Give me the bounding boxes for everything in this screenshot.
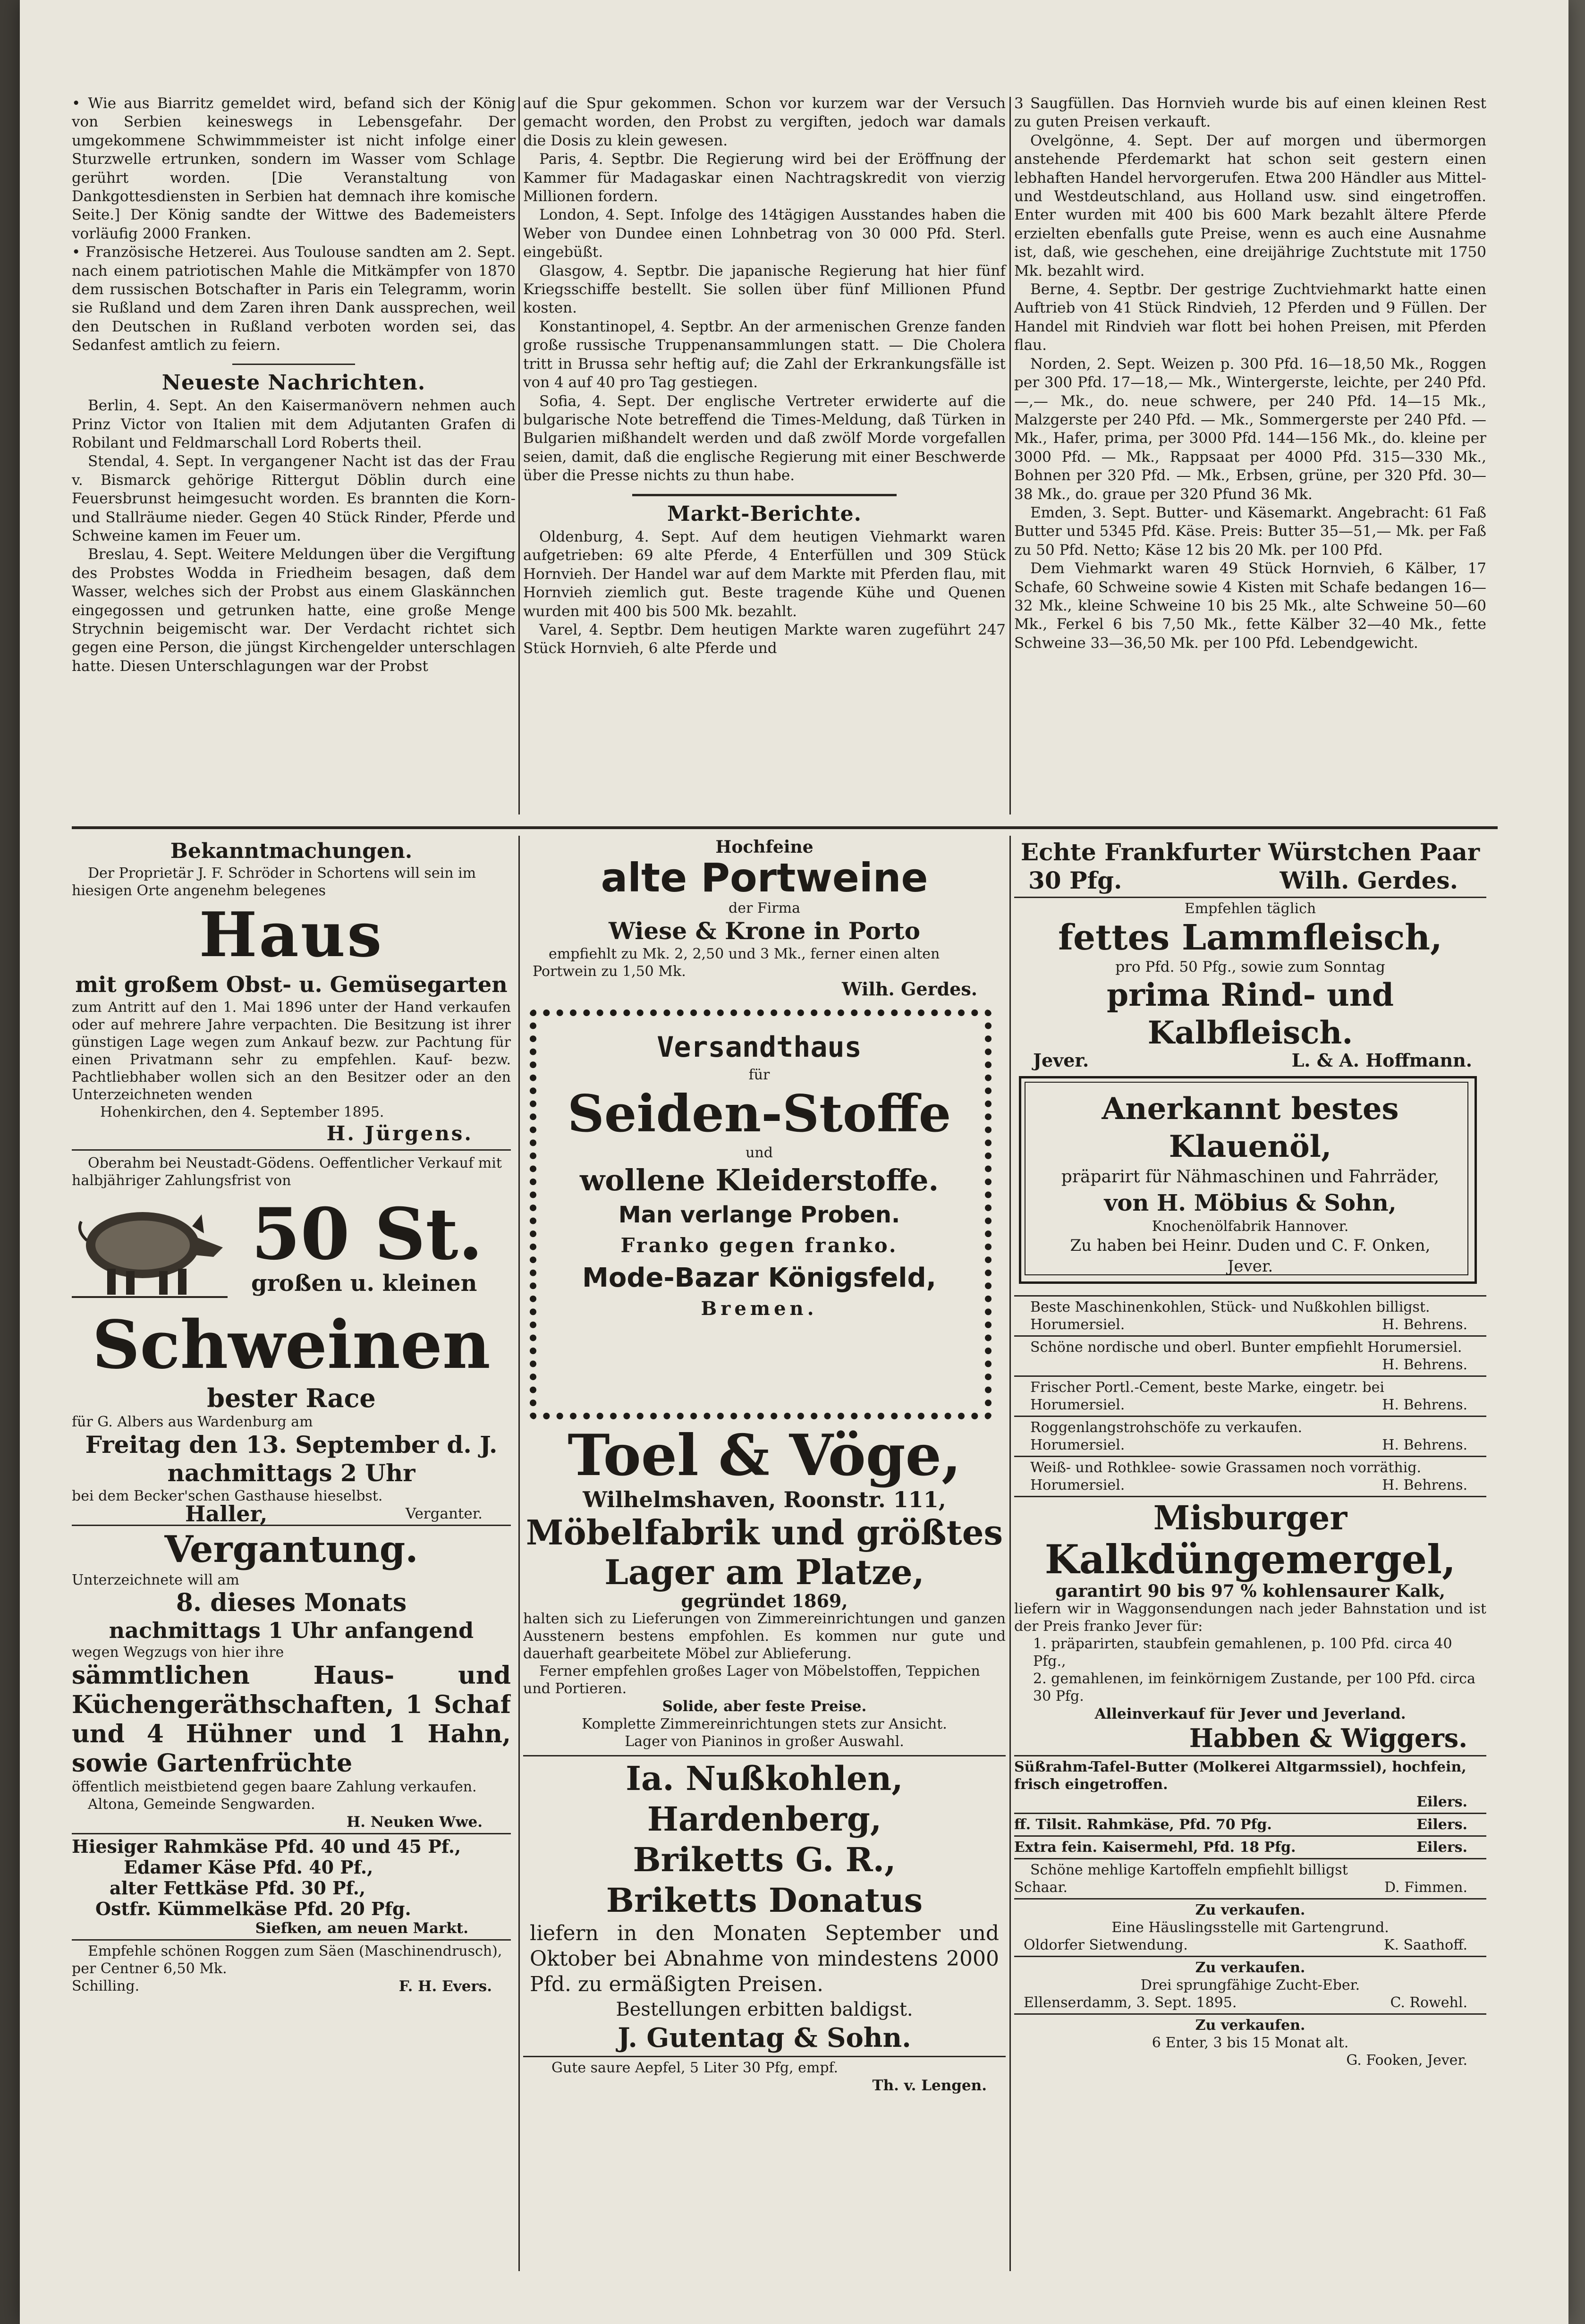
wiese-krone: Wiese & Krone in Porto bbox=[609, 917, 920, 945]
kalk-liefern: liefern wir in Waggonsendungen nach jeder Bahnstation und ist der Preis franko Jever für: bbox=[1014, 1601, 1486, 1635]
versand-fuer: für bbox=[748, 1067, 770, 1083]
rahm-3: alter Fettkäse Pfd. 30 Pf., bbox=[110, 1877, 366, 1899]
zu-verkaufen-3: Zu verkaufen. bbox=[1195, 2017, 1305, 2034]
article-oldenburg: Oldenburg, 4. Sept. Auf dem heutigen Viehmarkt waren aufgetrieben: 69 alte Pferde, 4 Enterfüllen und 309 Stück Hornvieh. Der Handel war auf dem Markte mit Pferden flau, mit Hornvieh ziemlich gut. Beste tragende Kühe und Quenen wurden mit 400 bis 500 Mk. bezahlt. bbox=[523, 528, 1006, 620]
gegruendet: gegründet 1869, bbox=[681, 1590, 848, 1612]
wegzugs: wegen Wegzugs von hier ihre bbox=[72, 1644, 284, 1661]
ellens: Ellenserdamm, 3. Sept. 1895. bbox=[1024, 1994, 1237, 2011]
alleinverkauf: Alleinverkauf für Jever und Jeverland. bbox=[1094, 1705, 1406, 1722]
lengen: Th. v. Lengen. bbox=[872, 2077, 987, 2094]
lammfleisch: fettes Lammfleisch, bbox=[1058, 917, 1442, 958]
fimmen: D. Fimmen. bbox=[1384, 1879, 1467, 1896]
eilers-3: Eilers. bbox=[1416, 1839, 1467, 1856]
duden-onken: Zu haben bei Heinr. Duden und C. F. Onken, Jever. bbox=[1070, 1236, 1431, 1276]
kartoffeln: Schöne mehlige Kartoffeln empfiehlt billigst bbox=[1030, 1862, 1348, 1878]
wiese-text: empfiehlt zu Mk. 2, 2,50 und 3 Mk., ferner einen alten Portwein zu 1,50 Mk. bbox=[533, 946, 940, 980]
siefken: Siefken, am neuen Markt. bbox=[255, 1920, 468, 1937]
altona: Altona, Gemeinde Sengwarden. bbox=[88, 1796, 315, 1813]
lager-platze: Lager am Platze, bbox=[604, 1552, 924, 1592]
unterz: Unterzeichnete will am bbox=[72, 1572, 239, 1588]
behrens-2: Schöne nordische und oberl. Bunter empfiehlt Horumersiel. bbox=[1030, 1339, 1462, 1356]
section-divider bbox=[72, 826, 1498, 829]
bremen: Bremen. bbox=[701, 1298, 818, 1320]
briketts-gr: Briketts G. R., bbox=[633, 1840, 896, 1879]
enter: 6 Enter, 3 bis 15 Monat alt. bbox=[1152, 2035, 1349, 2051]
vergantung-headline: Vergantung. bbox=[164, 1528, 418, 1571]
suessrahm: Süßrahm-Tafel-Butter (Molkerei Altgarmssiel), hochfein, frisch eingetroffen. bbox=[1014, 1759, 1466, 1793]
behrens-3-place: Horumersiel. bbox=[1030, 1397, 1125, 1413]
saathoff: K. Saathoff. bbox=[1383, 1937, 1467, 1953]
haus-text: zum Antritt auf den 1. Mai 1896 unter der Hand verkaufen oder auf mehrere Jahre verpachten. Die Besitzung ist ihrer günstigen Lage wegen zum Ankauf bezw. zur Pachtung für einen Privatmann sehr zu empfehlen. Kauf- bezw. Pachtliebhaber wollen sich an den Besitzer oder an den Unterzeichneten wenden bbox=[72, 999, 511, 1103]
behrens-1-sig: H. Behrens. bbox=[1382, 1316, 1467, 1333]
behrens-3: Frischer Portl.-Cement, beste Marke, eingetr. bei bbox=[1030, 1379, 1384, 1396]
article-stendal: Stendal, 4. Sept. In vergangener Nacht ist das der Frau v. Bismarck gehörige Rittergut Döblin durch eine Feuersbrunst heimgesucht worden. Es brannten die Korn- und Stallräume nieder. Gegen 40 Stück Rinder, Pferde und Schweine kamen im Feuer um. bbox=[72, 453, 516, 544]
empfehlen-taeglich: Empfehlen täglich bbox=[1184, 900, 1316, 917]
ads-right bbox=[1014, 838, 1486, 2292]
article-emden: Emden, 3. Sept. Butter- und Käsemarkt. Angebracht: 61 Faß Butter und 5345 Pfd. Käse. Preis: Butter 35—51,— Mk. per Faß zu 50 Pfd. Netto; Käse 12 bis 20 Mk. per 100 Pfd. bbox=[1014, 504, 1486, 559]
komplette: Komplette Zimmereinrichtungen stets zur Ansicht. bbox=[582, 1716, 947, 1732]
article-ovelgoenne: Ovelgönne, 4. Sept. Der auf morgen und übermorgen anstehende Pferdemarkt hat schon seit gestern einen lebhaften Handel hervorgerufen. Etwa 200 Händler aus Mittel- und Westdeutschland, aus Holland usw. sind eingetroffen. Enter wurden mit 400 bis 600 Mark bezahlt ältere Pferde erzielten ebenfalls gute Preise, wenn es auch eine Ausnahme ist, daß, wie geschehen, eine dreijährige Zuchtstute mit 1750 Mk. bezahlt wird. bbox=[1014, 132, 1486, 280]
bestellungen: Bestellungen erbitten baldigst. bbox=[616, 1999, 913, 2020]
proben: Man verlange Proben. bbox=[618, 1202, 900, 1228]
habben-wiggers: Habben & Wiggers. bbox=[1189, 1723, 1467, 1753]
fifty-st: 50 St. bbox=[251, 1193, 483, 1276]
kalkduengemergel: Kalkdüngemergel, bbox=[1044, 1536, 1456, 1583]
monats: 8. dieses Monats bbox=[176, 1588, 407, 1617]
section-title-markt: Markt-Berichte. bbox=[667, 501, 862, 526]
rahm-1: Hiesiger Rahmkäse Pfd. 40 und 45 Pf., bbox=[72, 1836, 461, 1857]
briketts-donatus: Briketts Donatus bbox=[606, 1881, 923, 1920]
moebelfabrik: Möbelfabrik und größtes bbox=[526, 1512, 1003, 1552]
oeffentlich: öffentlich meistbietend gegen baare Zahlung verkaufen. bbox=[72, 1779, 477, 1795]
news-column-2 bbox=[523, 94, 1006, 658]
aepfel: Gute saure Aepfel, 5 Liter 30 Pfg, empf. bbox=[551, 2060, 839, 2076]
race: bester Race bbox=[207, 1383, 376, 1413]
behrens-2-sig: H. Behrens. bbox=[1382, 1357, 1467, 1373]
hochfeine: Hochfeine bbox=[715, 838, 814, 857]
toel-text-2: Ferner empfehlen großes Lager von Möbelstoffen, Teppichen und Portieren. bbox=[523, 1663, 980, 1697]
nusskohlen: Ia. Nußkohlen, Hardenberg, bbox=[626, 1759, 903, 1839]
haus-subline: mit großem Obst- u. Gemüsegarten bbox=[75, 972, 508, 997]
bazar: Mode-Bazar Königsfeld, bbox=[582, 1263, 936, 1293]
portweine-headline: alte Portweine bbox=[601, 855, 928, 901]
knochenoel: Knochenölfabrik Hannover. bbox=[1152, 1218, 1349, 1235]
pianinos: Lager von Pianinos in großer Auswahl. bbox=[625, 1733, 904, 1750]
gerdes-sig: Wilh. Gerdes. bbox=[842, 978, 977, 1000]
eilers-1: Eilers. bbox=[1416, 1794, 1467, 1810]
article-viehmarkt: Dem Viehmarkt waren 49 Stück Hornvieh, 6 Kälber, 17 Schafe, 60 Schweine sowie 4 Kisten mit Schafe bedangen 16—32 Mk., kleine Schweine 10 bis 25 Mk., alte Schweine 50—60 Mk., Ferkel 6 bis 7,50 Mk., fette Kälber 32—40 Mk., fette Schweine 33—36,50 Mk. per 100 Pfd. Lebendgewicht. bbox=[1014, 560, 1486, 652]
hoffmann-place: Jever. bbox=[1033, 1050, 1089, 1071]
behrens-5-sig: H. Behrens. bbox=[1382, 1477, 1467, 1493]
verganter: Verganter. bbox=[405, 1505, 483, 1522]
article-biarritz: • Wie aus Biarritz gemeldet wird, befand sich der König von Serbien keineswegs in Lebensgefahr. Der umgekommene Schwimmmeister ist nicht infolge einer Sturzwelle ertrunken, sondern im Wasser vom Schlage gerührt worden. [Die Veranstaltung von Dankgottesdiensten in Serbien hat demnach ihre komische Seite.] Der König sandte der Wittwe des Bademeisters vorläufig 2000 Franken. bbox=[72, 95, 516, 242]
behrens-1: Beste Maschinenkohlen, Stück- und Nußkohlen billigst. bbox=[1030, 1299, 1430, 1315]
rahm-2: Edamer Käse Pfd. 40 Pf., bbox=[124, 1857, 373, 1878]
article-norden: Norden, 2. Sept. Weizen p. 300 Pfd. 16—18,50 Mk., Roggen per 300 Pfd. 17—18,— Mk., Wintergerste, leichte, per 240 Pfd. —,— Mk., do. neue schwere, per 240 Pfd. 14—15 Mk., Malzgerste per 240 Pfd. — Mk., Sommergerste per 240 Pfd. — Mk., Hafer, prima, per 3000 Pfd. 144—156 Mk., do. kleine per 3000 Pfd. — Mk., Rappsaat per 4000 Pfd. 315—330 Mk., Bohnen per 320 Pfd. — Mk., Erbsen, grüne, per 320 Pfd. 30—38 Mk., do. graue per 320 Pfund 36 Mk. bbox=[1014, 355, 1486, 503]
behrens-4-sig: H. Behrens. bbox=[1382, 1437, 1467, 1453]
ads-left bbox=[72, 838, 511, 2292]
lamm-price: pro Pfd. 50 Pfg., sowie zum Sonntag bbox=[1115, 958, 1385, 975]
article-glasgow: Glasgow, 4. Septbr. Die japanische Regierung hat hier fünf Kriegsschiffe bestellt. Sie sollen über fünf Millionen Pfund kosten. bbox=[523, 262, 1006, 317]
freitag: Freitag den 13. September d. J. bbox=[85, 1431, 498, 1459]
schweinen-headline: Schweinen bbox=[92, 1306, 491, 1384]
haus-headline: Haus bbox=[199, 899, 384, 971]
behrens-3-sig: H. Behrens. bbox=[1382, 1397, 1467, 1413]
misburger: Misburger bbox=[1153, 1498, 1348, 1537]
bekanntmachungen-title: Bekanntmachungen. bbox=[170, 839, 413, 863]
garantirt: garantirt 90 bis 97 % kohlensaurer Kalk, bbox=[1055, 1581, 1445, 1601]
hoffmann-sig: L. & A. Hoffmann. bbox=[1291, 1050, 1472, 1071]
pig-illustration bbox=[72, 1193, 228, 1302]
oldorf: Oldorfer Sietwendung. bbox=[1024, 1937, 1188, 1953]
article-probst-cont: auf die Spur gekommen. Schon vor kurzem war der Versuch gemacht worden, den Probst zu vergiften, jedoch war damals die Dosis zu klein gewesen. bbox=[523, 95, 1006, 149]
moebius: von H. Möbius & Sohn, bbox=[1104, 1190, 1397, 1216]
article-varel-cont: 3 Saugfüllen. Das Hornvieh wurde bis auf einen kleinen Rest zu guten Preisen verkauft. bbox=[1014, 95, 1486, 131]
schilling: Schilling. bbox=[72, 1978, 140, 1994]
behrens-4-place: Horumersiel. bbox=[1030, 1437, 1125, 1453]
neuken: H. Neuken Wwe. bbox=[346, 1814, 483, 1831]
news-column-3 bbox=[1014, 94, 1486, 653]
roggen: Empfehle schönen Roggen zum Säen (Maschinendrusch), per Centner 6,50 Mk. bbox=[72, 1943, 502, 1977]
eilers-2: Eilers. bbox=[1416, 1816, 1467, 1833]
zu-verkaufen-2: Zu verkaufen. bbox=[1195, 1959, 1305, 1976]
gasthause: bei dem Becker'schen Gasthause hieselbst. bbox=[72, 1488, 383, 1504]
zu-verkaufen-1: Zu verkaufen. bbox=[1195, 1902, 1305, 1918]
haus-place: Hohenkirchen, den 4. September 1895. bbox=[100, 1104, 384, 1120]
rowehl: C. Rowehl. bbox=[1390, 1994, 1467, 2011]
behrens-5: Weiß- und Rothklee- sowie Grassamen noch vorräthig. bbox=[1030, 1459, 1422, 1476]
kalk-1: 1. präparirten, staubfein gemahlenen, p. 100 Pfd. circa 40 Pfg., bbox=[1033, 1636, 1452, 1670]
oberahm-text: Oberahm bei Neustadt-Gödens. Oeffentlicher Verkauf mit halbjähriger Zahlungsfrist von bbox=[72, 1155, 502, 1189]
ads-mid bbox=[523, 838, 1006, 2292]
wilhelmshaven: Wilhelmshaven, Roonstr. 111, bbox=[583, 1487, 946, 1512]
haeuslingsstelle: Eine Häuslingsstelle mit Gartengrund. bbox=[1111, 1919, 1389, 1936]
fooken: G. Fooken, Jever. bbox=[1346, 2052, 1467, 2069]
franko: Franko gegen franko. bbox=[620, 1234, 898, 1257]
uhr: nachmittags 1 Uhr anfangend bbox=[109, 1618, 474, 1643]
tilsit: ff. Tilsit. Rahmkäse, Pfd. 70 Pfg. bbox=[1014, 1816, 1272, 1833]
firma: der Firma bbox=[729, 900, 800, 916]
versand-und: und bbox=[746, 1145, 773, 1161]
behrens-1-place: Horumersiel. bbox=[1030, 1316, 1125, 1333]
kaisermehl: Extra fein. Kaisermehl, Pfd. 18 Pfg. bbox=[1014, 1839, 1296, 1856]
klauenoel: Anerkannt bestes Klauenöl, bbox=[1102, 1091, 1399, 1164]
kohlen-liefern: liefern in den Monaten September und Oktober bei Abnahme von mindestens 2000 Pfd. zu ermäßigten Preisen. bbox=[530, 1921, 999, 1996]
article-varel: Varel, 4. Septbr. Dem heutigen Markte waren zugeführt 247 Stück Hornvieh, 6 alte Pferde und bbox=[523, 621, 1006, 657]
behrens-5-place: Horumersiel. bbox=[1030, 1477, 1125, 1493]
book-spine bbox=[0, 0, 20, 2324]
article-hetzerei: • Französische Hetzerei. Aus Toulouse sandten am 2. Sept. nach einem patriotischen Mahle die Mitkämpfer von 1870 dem russischen Botschafter in Paris ein Telegramm, worin sie Rußland und dem Zaren ihren Dank aussprechen, weil den Deutschen in Rußland verboten worden sei, das Sedanfest amtlich zu feiern. bbox=[72, 244, 516, 354]
praeparirt: präparirt für Nähmaschinen und Fahrräder, bbox=[1061, 1167, 1440, 1187]
rahm-4: Ostfr. Kümmelkäse Pfd. 20 Pfg. bbox=[95, 1898, 411, 1919]
seiden-stoffe: Seiden-Stoffe bbox=[567, 1084, 951, 1144]
section-title-neueste: Neueste Nachrichten. bbox=[161, 370, 426, 395]
nachmittags: nachmittags 2 Uhr bbox=[167, 1459, 415, 1487]
saemmtlichen: sämmtlichen Haus- und Küchengeräthschaften, 1 Schaf und 4 Hühner und 1 Hahn, sowie Gartenfrüchte bbox=[72, 1661, 511, 1778]
rind-kalb: prima Rind- und Kalbfleisch. bbox=[1106, 976, 1394, 1051]
toel-text: halten sich zu Lieferungen von Zimmereinrichtungen und ganzen Ausstenern bestens empfohlen. Es kommen nur gute und dauerhaft gearbeitete Möbel zur Ablieferung. bbox=[523, 1611, 1006, 1662]
wuerstchen: Echte Frankfurter Würstchen Paar bbox=[1020, 838, 1480, 866]
haller: Haller, bbox=[185, 1501, 268, 1527]
newspaper-page bbox=[20, 0, 1568, 2324]
schaar: Schaar. bbox=[1014, 1879, 1068, 1896]
gutentag: J. Gutentag & Sohn. bbox=[618, 2022, 911, 2053]
behrens-4: Roggenlangstrohschöfe zu verkaufen. bbox=[1030, 1419, 1303, 1436]
wollene: wollene Kleiderstoffe. bbox=[579, 1163, 939, 1197]
wuerst-sig: Wilh. Gerdes. bbox=[1280, 866, 1458, 894]
zucht-eber: Drei sprungfähige Zucht-Eber. bbox=[1140, 1977, 1360, 1993]
article-berlin: Berlin, 4. Sept. An den Kaisermanövern nehmen auch Prinz Victor von Italien mit dem Adjutanten Grafen di Robilant und Feldmarschall Lord Roberts theil. bbox=[72, 397, 516, 451]
haus-signature: H. Jürgens. bbox=[326, 1122, 473, 1145]
albers: für G. Albers aus Wardenburg am bbox=[72, 1414, 313, 1430]
evers: F. H. Evers. bbox=[398, 1978, 492, 1995]
groessen-kleinen: großen u. kleinen bbox=[251, 1270, 477, 1297]
article-london: London, 4. Sept. Infolge des 14tägigen Ausstandes haben die Weber von Dundee einen Lohnbetrag von 30 000 Pfd. Sterl. eingebüßt. bbox=[523, 206, 1006, 261]
haus-intro: Der Proprietär J. F. Schröder in Schortens will sein im hiesigen Orte angenehm belegenes bbox=[72, 865, 476, 899]
toel-voege: Toel & Vöge, bbox=[568, 1422, 961, 1489]
solide: Solide, aber feste Preise. bbox=[662, 1698, 867, 1715]
wuerst-price: 30 Pfg. bbox=[1028, 866, 1122, 894]
article-breslau: Breslau, 4. Sept. Weitere Meldungen über die Vergiftung des Probstes Wodda in Friedheim besagen, daß dem Wasser, welches sich der Probst aus einem Glaskännchen eingegossen und getrunken hatte, eine große Menge Strychnin beigemischt war. Der Verdacht richtet sich gegen eine Person, die jüngst Kirchengelder unterschlagen hatte. Diesen Unterschlagungen war der Probst bbox=[72, 546, 516, 675]
article-berne: Berne, 4. Septbr. Der gestrige Zuchtviehmarkt hatte einen Auftrieb von 41 Stück Rindvieh, 12 Pferden und 9 Füllen. Der Handel mit Rindvieh war flott bei hohen Preisen, mit Pferden flau. bbox=[1014, 281, 1486, 354]
kalk-2: 2. gemahlenen, im feinkörnigem Zustande, per 100 Pfd. circa 30 Pfg. bbox=[1033, 1671, 1475, 1705]
news-column-1 bbox=[72, 94, 516, 676]
article-sofia: Sofia, 4. Sept. Der englische Vertreter erwiderte auf die bulgarische Note betreffend die Times-Meldung, daß Türken in Bulgarien mißhandelt werden und daß zwölf Morde vorgefallen seien, damit, daß die englische Regierung mit einer Beschwerde über die Presse nichts zu thun habe. bbox=[523, 392, 1006, 484]
article-paris: Paris, 4. Septbr. Die Regierung wird bei der Eröffnung der Kammer für Madagaskar einen Nachtragskredit von vierzig Millionen fordern. bbox=[523, 151, 1006, 205]
versandthaus: Versandthaus bbox=[657, 1031, 862, 1064]
article-konstantinopel: Konstantinopel, 4. Septbr. An der armenischen Grenze fanden große russische Truppenansammlungen statt. — Die Cholera tritt in Brussa sehr heftig auf; die Zahl der Erkrankungsfälle ist von 4 auf 40 pro Tag gestiegen. bbox=[523, 318, 1006, 391]
